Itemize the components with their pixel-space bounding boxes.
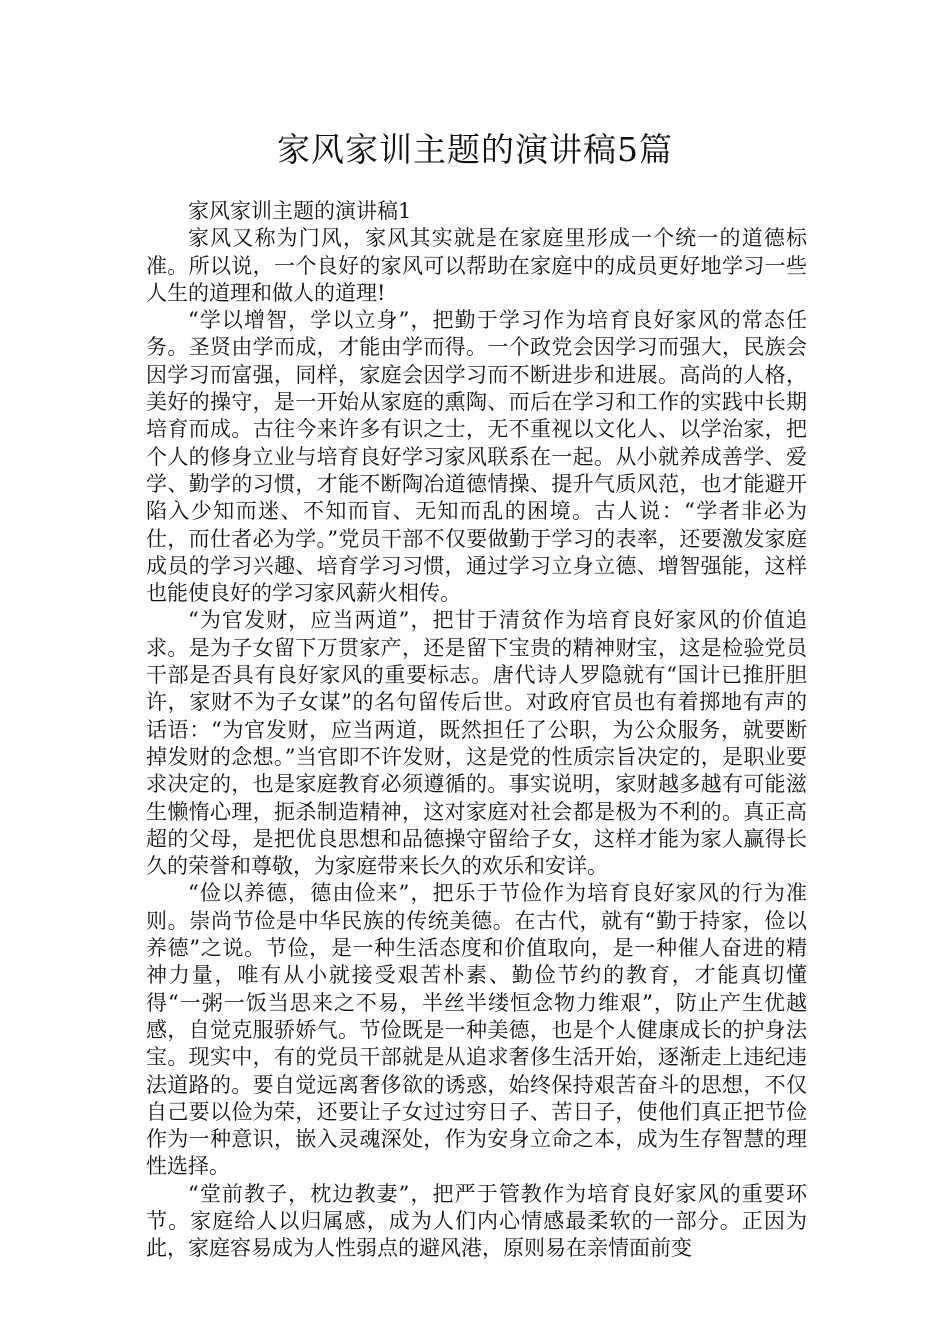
paragraph-discipline: “堂前教子，枕边教妻”，把严于管教作为培育良好家风的重要环节。家庭给人以归属感，成为人们内心情感最柔软的一部分。正因为此，家庭容易成为人性弱点的避风港，原则易在亲情面前变 [146, 1181, 807, 1261]
document-body [146, 198, 807, 1263]
paragraph-thrift: “俭以养德，德由俭来”，把乐于节俭作为培育良好家风的行为准则。崇尚节俭是中华民族的传统美德。在古代，就有“勤于持家，俭以养德”之说。节俭，是一种生活态度和价值取向，是一种催人奋进的精神力量，唯有从小就接受艰苦朴素、勤俭节约的教育，才能真切懂得“一粥一饭当思来之不易，半丝半缕恒念物力维艰”，防止产生优越感，自觉克服骄娇气。节俭既是一种美德，也是个人健康成长的护身法宝。现实中，有的党员干部就是从追求奢侈生活开始，逐渐走上违纪违法道路的。要自觉远离奢侈欲的诱惑，始终保持艰苦奋斗的思想，不仅自己要以俭为荣，还要让子女过过穷日子、苦日子，使他们真正把节俭作为一种意识，嵌入灵魂深处，作为安身立命之本，成为生存智慧的理性选择。 [146, 881, 807, 1179]
paragraph-integrity: “为官发财，应当两道”，把甘于清贫作为培育良好家风的价值追求。是为子女留下万贯家产，还是留下宝贵的精神财宝，这是检验党员干部是否具有良好家风的重要标志。唐代诗人罗隐就有“国计已推肝胆许，家财不为子女谋”的名句留传后世。对政府官员也有着掷地有声的话语：“为官发财，应当两道，既然担任了公职，为公众服务，就要断掉发财的念想。”当官即不许发财，这是党的性质宗旨决定的，是职业要求决定的，也是家庭教育必须遵循的。事实说明，家财越多越有可能滋生懒惰心理，扼杀制造精神，这对家庭对社会都是极为不利的。真正高超的父母，是把优良思想和品德操守留给子女，这样才能为家人赢得长久的荣誉和尊敬，为家庭带来长久的欢乐和安详。 [146, 608, 807, 879]
document-title: 家风家训主题的演讲稿5篇 [277, 130, 673, 169]
section-heading: 家风家训主题的演讲稿1 [188, 199, 412, 223]
paragraph-intro: 家风又称为门风，家风其实就是在家庭里形成一个统一的道德标准。所以说，一个良好的家风可以帮助在家庭中的成员更好地学习一些人生的道理和做人的道理! [146, 226, 807, 305]
paragraph-study: “学以增智，学以立身”，把勤于学习作为培育良好家风的常态任务。圣贤由学而成，才能由学而得。一个政党会因学习而强大，民族会因学习而富强，同样，家庭会因学习而不断进步和进展。高尚的人格，美好的操守，是一开始从家庭的熏陶、而后在学习和工作的实践中长期培育而成。古往今来许多有识之士，无不重视以文化人、以学治家，把个人的修身立业与培育良好学习家风联系在一起。从小就养成善学、爱学、勤学的习惯，才能不断陶冶道德情操、提升气质风范，也才能避开陷入少知而迷、不知而盲、无知而乱的困境。古人说：“学者非必为仕，而仕者必为学。”党员干部不仅要做勤于学习的表率，还要激发家庭成员的学习兴趣、培育学习习惯，通过学习立身立德、增智强能，这样也能使良好的学习家风薪火相传。 [146, 308, 807, 606]
